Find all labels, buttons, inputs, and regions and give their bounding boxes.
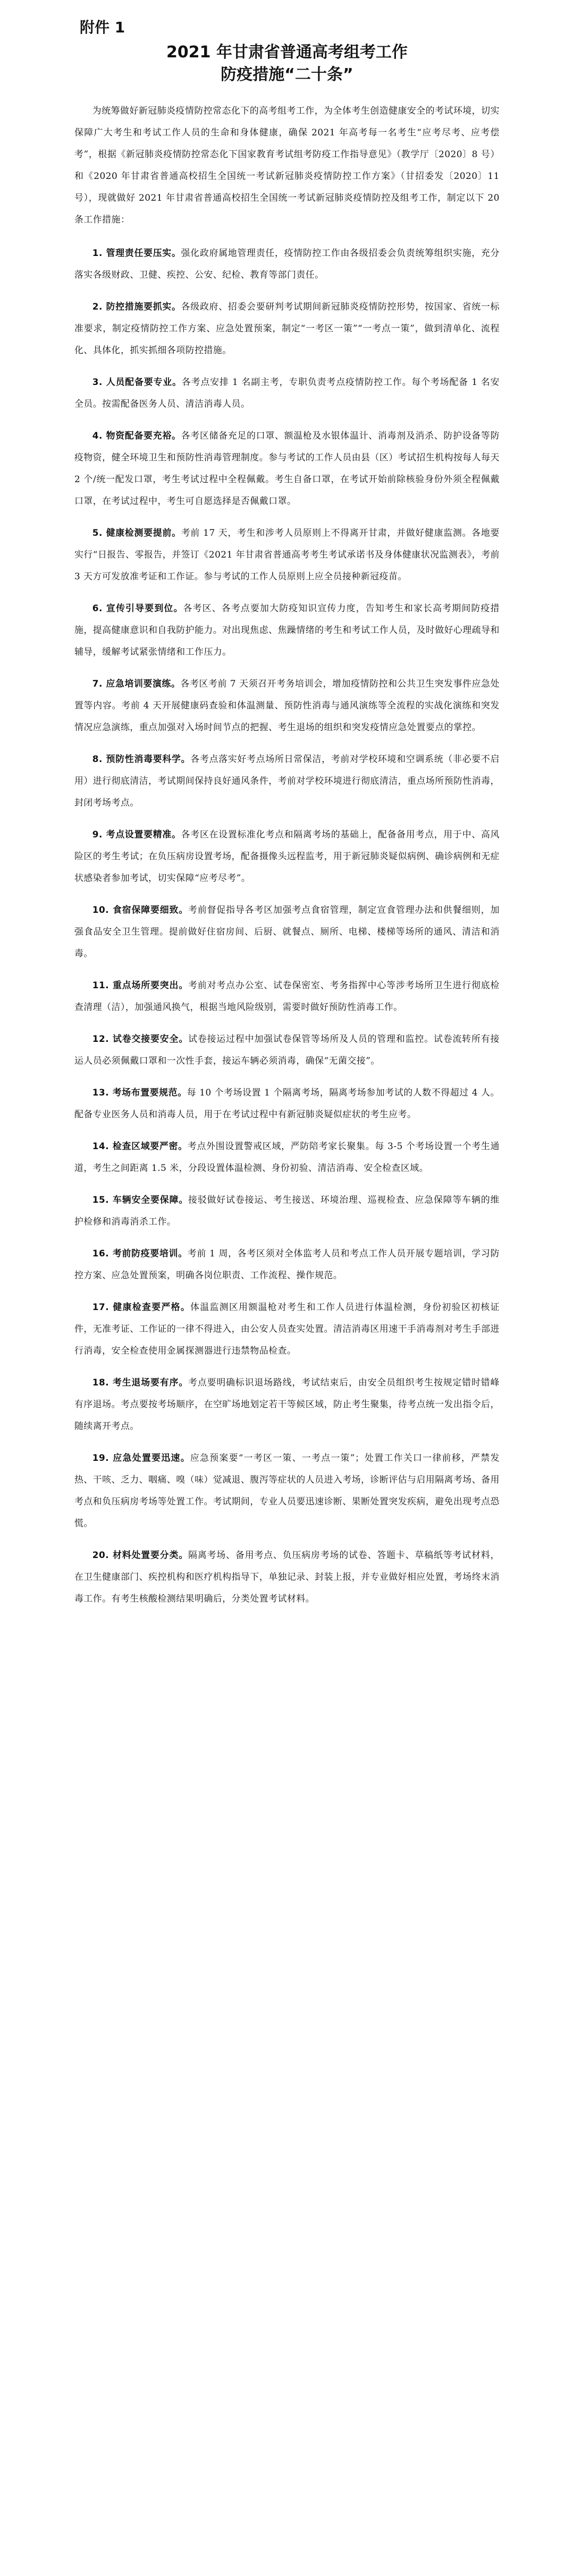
measure-item-body: 考点要明确标识退场路线，考试结束后，由安全员组织考生按规定错时错峰有序退场。考点要按考场顺序，在空旷场地划定若干等候区域，防止考生聚集，待考点统一发出指令后，随续离开考点。 [74,1377,500,1431]
measure-item [74,597,500,663]
measure-item-title: 6. 宣传引导要到位。 [92,603,183,613]
measure-item-body: 各考点落实好考点场所日常保洁，考前对学校环境和空调系统（非必要不启用）进行彻底清洁，考试期间保持良好通风条件，考前对学校环境进行彻底清洁，重点场所预防性消毒，封闭考场考点。 [74,754,500,808]
measure-item [74,1544,500,1610]
measure-item [74,899,500,964]
measure-item-body: 考点外围设置警戒区域，严防陪考家长聚集。每 3-5 个考场设置一个考生通道，考生之间距离 1.5 米，分段设置体温检测、身份初验、清洁消毒、安全检查区域。 [74,1141,500,1173]
measure-item [74,1296,500,1362]
measure-item [74,242,500,286]
measure-item-title: 18. 考生退场要有序。 [92,1377,189,1388]
measure-item-body: 考前 1 周，各考区须对全体监考人员和考点工作人员开展专题培训，学习防控方案、应急处置预案，明确各岗位职责、工作流程、操作规范。 [74,1248,500,1280]
measure-item-body: 各考区储备充足的口罩、额温枪及水银体温计、消毒剂及消杀、防护设备等防疫物资，健全环境卫生和预防性消毒管理制度。参与考试的工作人员由县（区）考试招生机构按每人每天 2 个/统一配发口罩，考生考试过程中全程佩戴。考生自备口罩，在考试开始前除核验身份外须全程佩戴口罩，在考试过程中，考生可自愿选择是否佩戴口罩。 [74,430,500,506]
measure-item-title: 14. 检查区域要严密。 [92,1141,188,1151]
measure-item-body: 考前 17 天，考生和涉考人员原则上不得离开甘肃，并做好健康监测。各地要实行“日报告、零报告，并签订《2021 年甘肃省普通高考考生考试承诺书及身体健康状况监测表》，考前 3 天方可发放准考证和工作证。参与考试的工作人员原则上应全员接种新冠疫苗。 [74,527,500,581]
measure-item [74,425,500,512]
measure-item-body: 各级政府、招委会要研判考试期间新冠肺炎疫情防控形势，按国家、省统一标准要求，制定疫情防控工作方案、应急处置预案，制定“一考区一策”“一考点一策”，做到清单化、流程化、具体化，抓实抓细各项防控措施。 [74,301,500,355]
measure-item-body: 强化政府属地管理责任，疫情防控工作由各级招委会负责统筹组织实施，充分落实各级财政、卫健、疾控、公安、纪检、教育等部门责任。 [74,247,500,280]
measure-item [74,1243,500,1286]
measure-item-body: 试卷接运过程中加强试卷保管等场所及人员的管理和监控。试卷流转所有接运人员必须佩戴口罩和一次性手套，接运车辆必须消毒，确保“无菌交接”。 [74,1033,500,1066]
measure-item [74,296,500,361]
measure-item-title: 19. 应急处置要迅速。 [92,1452,190,1463]
measure-item-body: 应急预案要“一考区一策、一考点一策”；处置工作关口一律前移，严禁发热、干咳、乏力、咽痛、嗅（味）觉减退、腹泻等症状的人员进入考场，诊断评估与启用隔离考场、备用考点和负压病房考场等处置工作。考试期间，专业人员要迅速诊断、果断处置突发疾病，避免出现考点恐慌。 [74,1452,500,1528]
measure-item-title: 11. 重点场所要突出。 [92,980,189,990]
intro-paragraph: 为统筹做好新冠肺炎疫情防控常态化下的高考组考工作，为全体考生创造健康安全的考试环境，切实保障广大考生和考试工作人员的生命和身体健康，确保 2021 年高考每一名考生“应考尽考、应考偿考”，根据《新冠肺炎疫情防控常态化下国家教育考试组考防疫工作指导意见》（教学厅〔2020〕8 号）和《2020 年甘肃省普通高校招生全国统一考试新冠肺炎疫情防控工作方案》（甘招委发〔2020〕11 号），现就做好 2021 年甘肃省普通高校招生全国统一考试新冠肺炎疫情防控及组考工作，制定以下 20 条工作措施： [74,105,500,225]
measure-item [74,1447,500,1534]
measure-item [74,371,500,415]
measure-item-body: 考前对考点办公室、试卷保密室、考务指挥中心等涉考场所卫生进行彻底检查清理（洁），加强通风换气，根据当地风险级别，需要时做好预防性消毒工作。 [74,980,500,1012]
measure-item-body: 各考区、各考点要加大防疫知识宣传力度，告知考生和家长高考期间防疫措施，提高健康意识和自我防护能力。对出现焦虑、焦躁情绪的考生和考试工作人员，及时做好心理疏导和辅导，缓解考试紧张情绪和工作压力。 [74,603,500,657]
measure-item-title: 10. 食宿保障要细致。 [92,904,189,915]
measure-item [74,1189,500,1233]
document-subtitle: 防疫措施“二十条” [221,65,353,84]
document-title: 2021 年甘肃省普通高考组考工作 [166,43,408,62]
measure-item-body: 各考区在设置标准化考点和隔离考场的基础上，配备备用考点，用于中、高风险区的考生考试；在负压病房设置考场，配备摄像头远程监考，用于新冠肺炎疑似病例、确诊病例和无症状感染者参加考试，切实保障“应考尽考”。 [74,829,500,883]
measure-item [74,974,500,1018]
measure-item [74,1028,500,1072]
measure-item [74,522,500,587]
measure-item [74,824,500,889]
measure-item-title: 9. 考点设置要精准。 [92,829,181,840]
measure-item-title: 16. 考前防疫要培训。 [92,1248,188,1259]
measure-item-title: 13. 考场布置要规范。 [92,1087,187,1098]
measure-item [74,1082,500,1125]
attachment-label: 附件 1 [80,19,125,36]
measure-item-body: 接驳做好试卷接运、考生接送、环境治理、巡视检查、应急保障等车辆的维护检修和消毒消杀工作。 [74,1194,500,1227]
measure-item [74,1135,500,1179]
measure-item-title: 7. 应急培训要演练。 [92,678,181,689]
measure-item-body: 各考点安排 1 名副主考，专职负责考点疫情防控工作。每个考场配备 1 名安全员。按需配备医务人员、清洁消毒人员。 [74,376,500,409]
measure-item-title: 5. 健康检测要提前。 [92,527,181,538]
measure-item-title: 2. 防控措施要抓实。 [92,301,181,312]
measure-item-title: 4. 物资配备要充裕。 [92,430,181,441]
measure-item-title: 17. 健康检查要严格。 [92,1302,191,1312]
measure-item-title: 15. 车辆安全要保障。 [92,1194,189,1205]
measure-item-title: 3. 人员配备要专业。 [92,376,182,387]
measures-list [74,242,500,1610]
measure-item-body: 考前督促指导各考区加强考点食宿管理，制定宣食管理办法和供餐细则，加强食品安全卫生管理。提前做好住宿房间、后厨、就餐点、厕所、电梯、楼梯等场所的通风、清洁和消毒。 [74,904,500,958]
measure-item-title: 20. 材料处置要分类。 [92,1550,189,1560]
measure-item [74,1372,500,1437]
measure-item [74,748,500,814]
measure-item-body: 隔离考场、备用考点、负压病房考场的试卷、答题卡、草稿纸等考试材料，在卫生健康部门、疾控机构和医疗机构指导下，单独记录、封装上报，并专业做好相应处置，考场终末消毒工作。有考生核酸检测结果明确后，分类处置考试材料。 [74,1550,500,1604]
measure-item-title: 8. 预防性消毒要科学。 [92,754,191,764]
measure-item-body: 每 10 个考场设置 1 个隔离考场，隔离考场参加考试的人数不得超过 4 人。配备专业医务人员和消毒人员，用于在考试过程中有新冠肺炎疑似症状的考生应考。 [74,1087,500,1119]
measure-item-title: 12. 试卷交接要安全。 [92,1033,189,1044]
measure-item-body: 体温监测区用额温枪对考生和工作人员进行体温检测，身份初验区初核证件，无准考证、工作证的一律不得进入，由公安人员查实处置。清洁消毒区用速干手消毒剂对考生手部进行消毒，安全检查使用金属探测器进行违禁物品检查。 [74,1302,500,1356]
measure-item [74,673,500,738]
measure-item-title: 1. 管理责任要压实。 [92,247,181,258]
measure-item-body: 各考区考前 7 天须召开考务培训会，增加疫情防控和公共卫生突发事件应急处置等内容。考前 4 天开展健康码查验和体温测量、预防性消毒与通风演练等全流程的实战化演练和突发情况应急演练，重点加强对入场时间节点的把握、考生退场的组织和突发疫情应急处置要点的掌控。 [74,678,500,732]
